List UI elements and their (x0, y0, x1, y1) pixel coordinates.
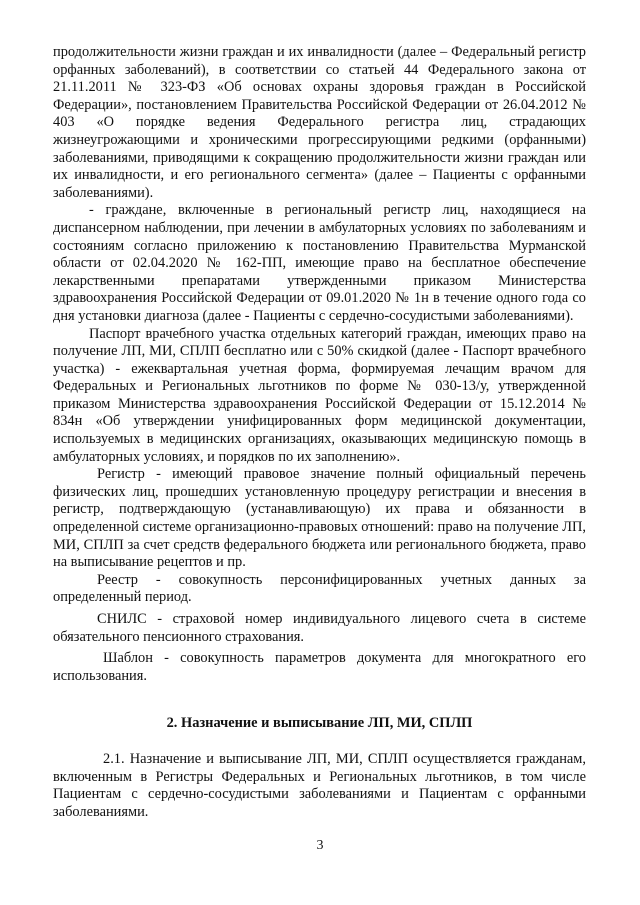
page-number: 3 (316, 838, 324, 853)
paragraph-snils-definition: СНИЛС - страховой номер индивидуального лицевого счета в системе обязательного пенсионного страхования. (53, 611, 586, 645)
paragraph-registry-definition: Реестр - совокупность персонифицированных учетных данных за определенный период. (53, 571, 586, 606)
paragraph-section-2-1: 2.1. Назначение и выписывание ЛП, МИ, СПЛП осуществляется гражданам, включенным в Регистры Федеральных и Региональных льготников, в том числе Пациентам с сердечно-сосудистыми заболеваниями и Пациентам с орфанными заболеваниями. (53, 750, 586, 820)
paragraph-passport-definition: Паспорт врачебного участка отдельных категорий граждан, имеющих право на получение ЛП, МИ, СПЛП бесплатно или с 50% скидкой (далее - Паспорт врачебного участка) - ежеквартальная учетная форма, формируемая лечащим врачом для Федеральных и Региональных льготников по форме № 030-13/у, утвержденной приказом Министерства здравоохранения Российской Федерации от 15.12.2014 № 834н «Об утверждении унифицированных форм медицинской документации, используемых в медицинских организациях, оказывающих медицинскую помощь в амбулаторных условиях, и порядков по их заполнению». (53, 325, 586, 465)
document-page (53, 44, 586, 821)
section-heading: 2. Назначение и выписывание ЛП, МИ, СПЛП (166, 715, 473, 732)
paragraph-orphan-continuation: продолжительности жизни граждан и их инвалидности (далее – Федеральный регистр орфанных заболеваний), в соответствии со статьей 44 Федерального закона от 21.11.2011 № 323-ФЗ «Об основах охраны здоровья граждан в Российской Федерации», постановлением Правительства Российской Федерации от 26.04.2012 № 403 «О порядке ведения Федерального регистра лиц, страдающих жизнеугрожающими и хроническими прогрессирующими редкими (орфанными) заболеваниями, приводящими к сокращению продолжительности жизни граждан или их инвалидности, и его регионального сегмента» (далее – Пациенты с орфанными заболеваниями). (53, 44, 586, 201)
paragraph-template-definition: Шаблон - совокупность параметров документа для многократного его использования. (53, 650, 586, 684)
paragraph-cardiovascular-patients: - граждане, включенные в региональный регистр лиц, находящиеся на диспансерном наблюдении, при лечении в амбулаторных условиях по заболеваниям и состояниям согласно приложению к постановлению Правительства Мурманской области от 02.04.2020 № 162-ПП, имеющие право на бесплатное обеспечение лекарственными препаратами утвержденными приказом Министерства здравоохранения Российской Федерации от 09.01.2020 № 1н в течение одного года со дня установки диагноза (далее - Пациенты с сердечно-сосудистыми заболеваниями). (53, 202, 586, 324)
paragraph-register-definition: Регистр - имеющий правовое значение полный официальный перечень физических лиц, прошедших установленную процедуру регистрации и внесения в регистр, подтверждающую (устанавливающую) их права и обязанности в определенной системе организационно-правовых отношений: право на получение ЛП, МИ, СПЛП за счет средств федерального бюджета или регионального бюджета, право на выписывание рецептов и пр. (53, 466, 586, 571)
